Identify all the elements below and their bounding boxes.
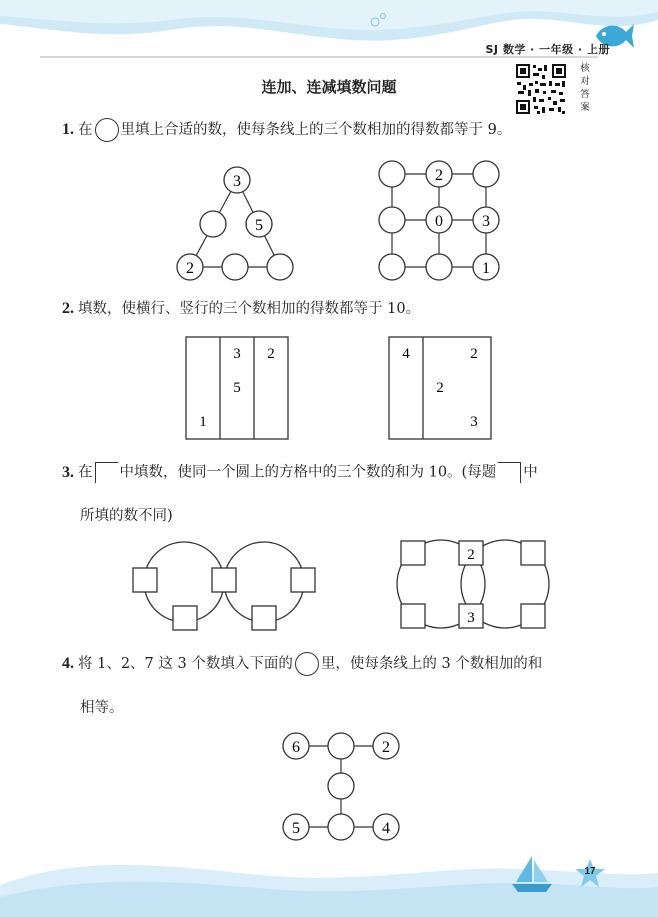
- question-4-text-line2: 相等。: [80, 700, 124, 716]
- grid-value: 5: [233, 380, 241, 396]
- answer-box: [173, 606, 197, 630]
- triangle-value: 5: [255, 217, 263, 234]
- box-blank-icon: [498, 462, 521, 483]
- q1-triangle-figure: [170, 160, 310, 285]
- grid-value: 2: [267, 346, 275, 362]
- q3-left-two-circles: [130, 536, 330, 636]
- answer-box: [401, 541, 425, 565]
- grid-value: 3: [233, 346, 241, 362]
- sailboat-icon: [508, 852, 556, 896]
- q2-right-grid: [388, 336, 498, 442]
- grid-value: 2: [436, 380, 444, 396]
- grid-value: 0: [435, 213, 443, 230]
- header-rule: [0, 56, 658, 59]
- triangle-value: 2: [186, 260, 194, 277]
- answer-box: [212, 568, 236, 592]
- box-value: 2: [467, 547, 475, 563]
- answer-box: [521, 541, 545, 565]
- grid-value: 1: [482, 260, 490, 277]
- triangle-value: 3: [233, 173, 241, 190]
- t-value: 2: [382, 739, 390, 756]
- triangle-circle-left-mid: [200, 211, 226, 237]
- page-number: 17: [584, 866, 596, 877]
- question-3-text-line2: 所填的数不同): [80, 508, 173, 524]
- answer-box: [291, 568, 315, 592]
- grid-value: 3: [482, 213, 490, 230]
- answer-box: [521, 604, 545, 628]
- q4-t-figure: [270, 728, 410, 848]
- box-blank-icon: [95, 462, 118, 483]
- page-title: 连加、连减填数问题: [261, 78, 397, 96]
- t-value: 6: [292, 739, 300, 756]
- question-2-text: 2. 填数，使横行、竖行的三个数相加的得数都等于 10。: [62, 300, 421, 317]
- grid-value: 1: [199, 414, 207, 430]
- q2-left-grid: [185, 336, 295, 442]
- qr-check-answer-label: 核 对 答 案: [580, 63, 590, 113]
- q1-grid-figure: [370, 156, 510, 286]
- q3-right-two-circles: [395, 534, 560, 634]
- answer-box: [252, 606, 276, 630]
- grid-value: 4: [402, 346, 410, 362]
- series-header: SJ 数学 · 一年级 · 上册: [485, 43, 610, 56]
- t-value: 4: [382, 820, 390, 837]
- question-4-text: 4. 将 1、2、7 这 3 个数填入下面的 里，使每条线上的 3 个数相加的和: [62, 652, 542, 676]
- circle-blank-icon: [95, 118, 119, 142]
- grid-value: 3: [470, 414, 478, 430]
- t-value: 5: [292, 820, 300, 837]
- grid-value: 2: [470, 346, 478, 362]
- circle-blank-icon: [295, 652, 319, 676]
- triangle-circle-bottom-mid: [222, 254, 248, 280]
- question-3-text: 3. 在 中填数，使同一个圆上的方格中的三个数的和为 10。(每题 中: [62, 462, 538, 483]
- answer-box: [401, 604, 425, 628]
- answer-box: [133, 568, 157, 592]
- triangle-circle-bottom-right: [267, 254, 293, 280]
- grid-value: 2: [435, 167, 443, 184]
- question-1-text: 1. 在 里填上合适的数，使每条线上的三个数相加的得数都等于 9。: [62, 118, 511, 142]
- bottom-wave-decoration: [0, 845, 658, 917]
- box-value: 3: [467, 610, 475, 626]
